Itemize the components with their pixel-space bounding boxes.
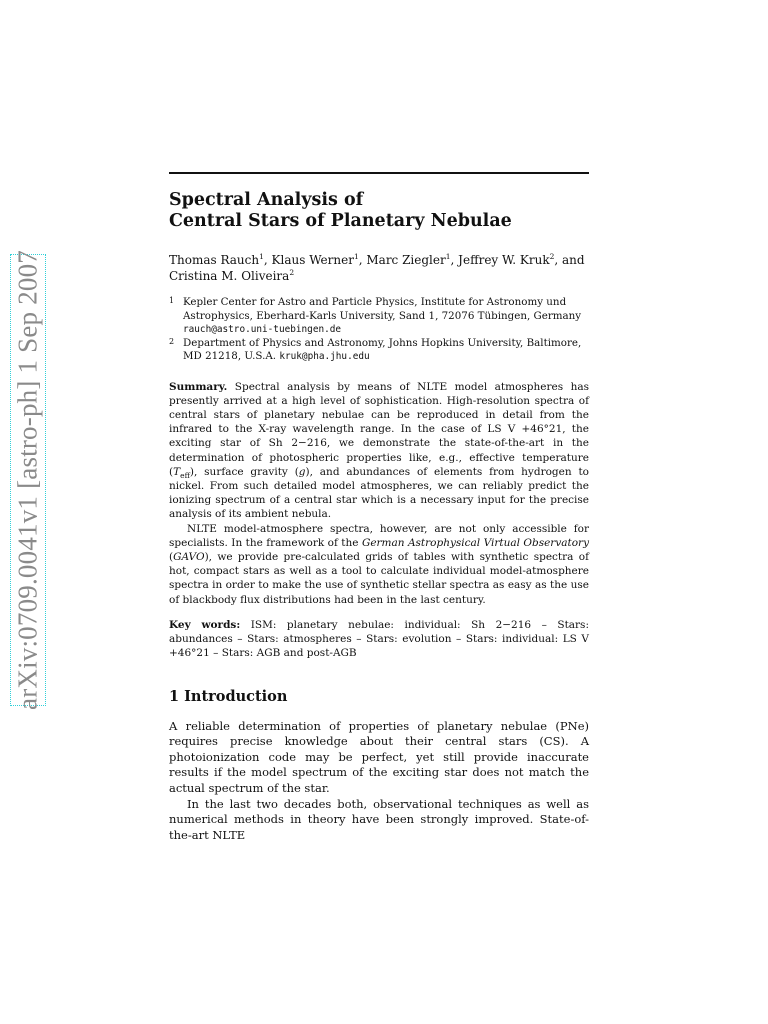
- email-link[interactable]: kruk@pha.jhu.edu: [279, 351, 370, 362]
- abstract-paragraph: Summary. Spectral analysis by means of NLTE model atmospheres has presently arrived at a high level of sophistication. High-resolution spectra of central stars of planetary nebulae can be reproduced in detail from the infrared to the X-ray wavelength range. In the case of LS V +46°21, the exciting star of Sh 2−216, we demonstrate the state-of-the-art in the determination of photospheric properties like, e.g., effective temperature $(T_{eff})$, surface gravity (g), and abundances of elements from hydrogen to nickel. From such detailed model atmospheres, we can reliably predict the ionizing spectrum of a central star which is a necessary input for the precise analysis of its ambient nebula.: [169, 380, 589, 521]
- author-list: [169, 252, 589, 284]
- author: Thomas Rauch$^1$,: [169, 252, 272, 267]
- paper-page: [169, 172, 589, 843]
- author: Klaus Werner$^1$,: [271, 252, 367, 267]
- affiliation-number: 2: [169, 336, 175, 346]
- author: Cristina M. Oliveira$^2$: [169, 268, 295, 283]
- keywords-label: Key words:: [169, 618, 241, 631]
- affiliation-list: [169, 296, 589, 364]
- author: Marc Ziegler$^1$,: [366, 252, 459, 267]
- affiliation-text: Department of Physics and Astronomy, Johns Hopkins University, Baltimore, MD 21218, U.S.A.: [183, 336, 582, 362]
- abstract-paragraph: NLTE model-atmosphere spectra, however, are not only accessible for specialists. In the framework of the German Astrophysical Virtual Observatory (GAVO), we provide pre-calculated grids of tables with synthetic spectra of hot, compact stars as well as a tool to calculate individual model-atmosphere spectra in order to make the use of synthetic stellar spectra as easy as the use of blackbody flux distributions had been in the last century.: [169, 522, 589, 606]
- affiliation-text: Kepler Center for Astro and Particle Physics, Institute for Astronomy und Astrophysics, Eberhard-Karls University, Sand 1, 72076 Tübingen, Germany: [183, 296, 582, 322]
- section-heading: 1 Introduction: [169, 688, 288, 706]
- email-link[interactable]: rauch@astro.uni-tuebingen.de: [183, 324, 342, 335]
- abstract: [169, 380, 589, 607]
- top-rule: [169, 172, 589, 174]
- arxiv-identifier: arXiv:0709.0041v1 [astro-ph] 1 Sep 2007: [12, 250, 43, 710]
- title-line-1: Spectral Analysis of: [169, 190, 364, 210]
- affiliation: [169, 296, 589, 337]
- body-paragraph: A reliable determination of properties of planetary nebulae (PNe) requires precise knowledge about their central stars (CS). A photoionization code may be perfect, yet still provide inaccurate results if the model spectrum of the exciting star does not match the actual spectrum of the star.: [169, 718, 589, 795]
- title-line-2: Central Stars of Planetary Nebulae: [169, 211, 512, 231]
- section-body: [169, 719, 589, 844]
- keywords: [169, 618, 589, 661]
- affiliation: [169, 337, 589, 364]
- arxiv-stamp: [10, 250, 46, 710]
- summary-label: Summary.: [169, 380, 228, 393]
- body-paragraph: In the last two decades both, observational techniques as well as numerical methods in theory have been strongly improved. State-of-the-art NLTE: [169, 796, 589, 842]
- keywords-text: ISM: planetary nebulae: individual: Sh 2−216 – Stars: abundances – Stars: atmospheres – Stars: evolution – Stars: individual: LS V +46°21 – Stars: AGB and post-AGB: [169, 618, 589, 660]
- author: Jeffrey W. Kruk$^2$, and: [458, 252, 585, 267]
- paper-title: [169, 190, 589, 232]
- affiliation-number: 1: [169, 296, 175, 305]
